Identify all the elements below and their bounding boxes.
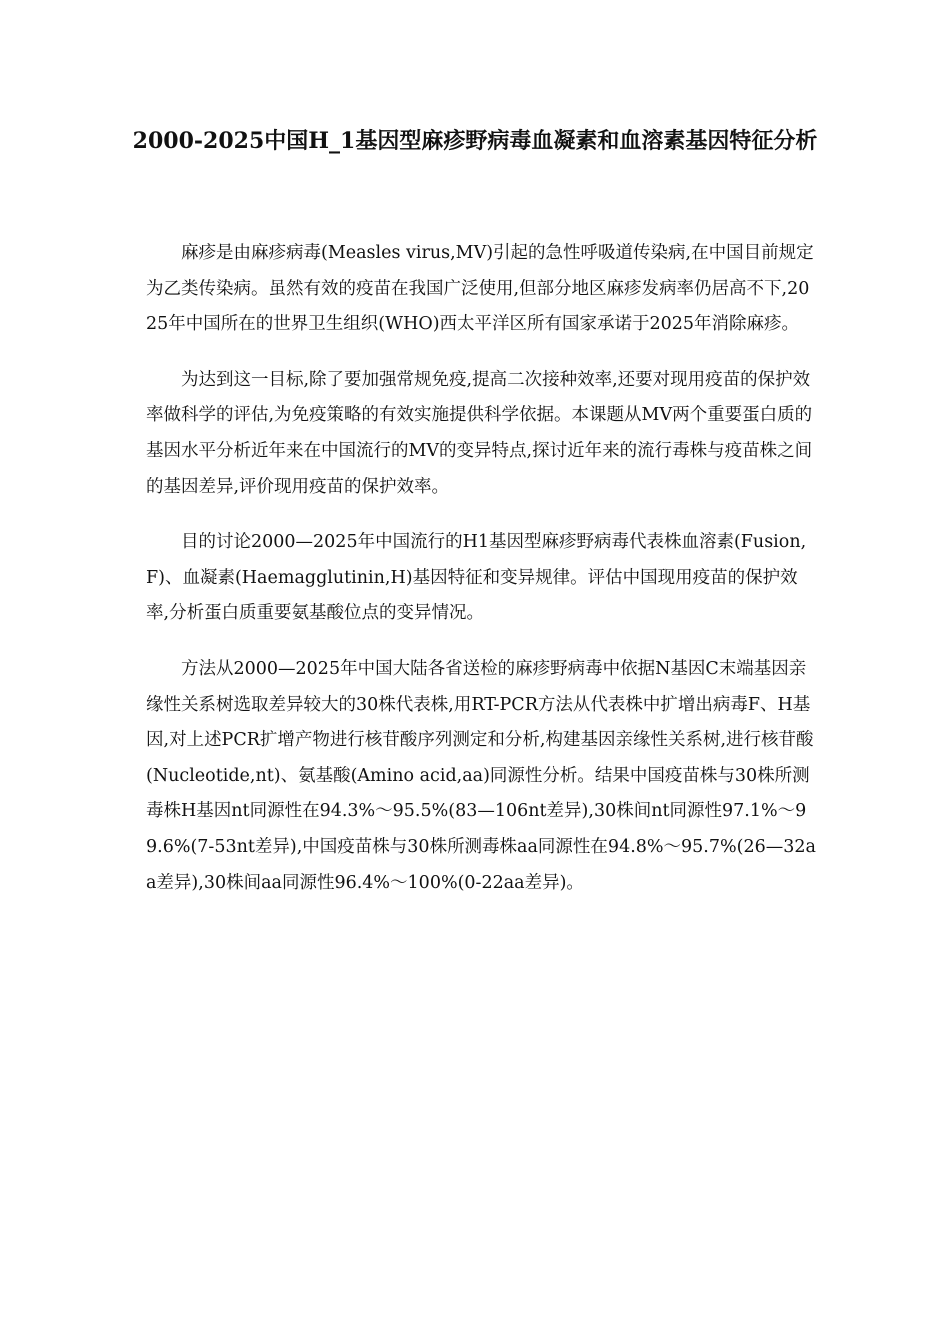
paragraph-purpose: 目的讨论2000—2025年中国流行的H1基因型麻疹野病毒代表株血溶素(Fusion,F)、血凝素(Haemagglutinin,H)基因特征和变异规律。评估中国现用疫苗的保护效率,分析蛋白质重要氨基酸位点的变异情况。 [146, 532, 807, 624]
paragraph-methods-results: 方法从2000—2025年中国大陆各省送检的麻疹野病毒中依据N基因C末端基因亲缘性关系树选取差异较大的30株代表株,用RT-PCR方法从代表株中扩增出病毒F、H基因,对上述PCR扩增产物进行核苷酸序列测定和分析,构建基因亲缘性关系树,进行核苷酸(Nucleotide,nt)、氨基酸(Amino acid,aa)同源性分析。结果中国疫苗株与30株所测毒株H基因nt同源性在94.3%～95.5%(83—106nt差异),30株间nt同源性97.1%～99.6%(7-53nt差异),中国疫苗株与30株所测毒株aa同源性在94.8%～95.7%(26—32aa差异),30株间aa同源性96.4%～100%(0-22aa差异)。 [146, 658, 816, 893]
document-title: 2000-2025中国H_1基因型麻疹野病毒血凝素和血溶素基因特征分析 [132, 128, 818, 154]
paragraph-objective-context: 为达到这一目标,除了要加强常规免疫,提高二次接种效率,还要对现用疫苗的保护效率做科学的评估,为免疫策略的有效实施提供科学依据。本课题从MV两个重要蛋白质的基因水平分析近年来在中国流行的MV的变异特点,探讨近年来的流行毒株与疫苗株之间的基因差异,评价现用疫苗的保护效率。 [146, 369, 813, 497]
document-body [146, 236, 818, 921]
paragraph-intro: 麻疹是由麻疹病毒(Measles virus,MV)引起的急性呼吸道传染病,在中国目前规定为乙类传染病。虽然有效的疫苗在我国广泛使用,但部分地区麻疹发病率仍居高不下,2025年中国所在的世界卫生组织(WHO)西太平洋区所有国家承诺于2025年消除麻疹。 [146, 243, 814, 335]
